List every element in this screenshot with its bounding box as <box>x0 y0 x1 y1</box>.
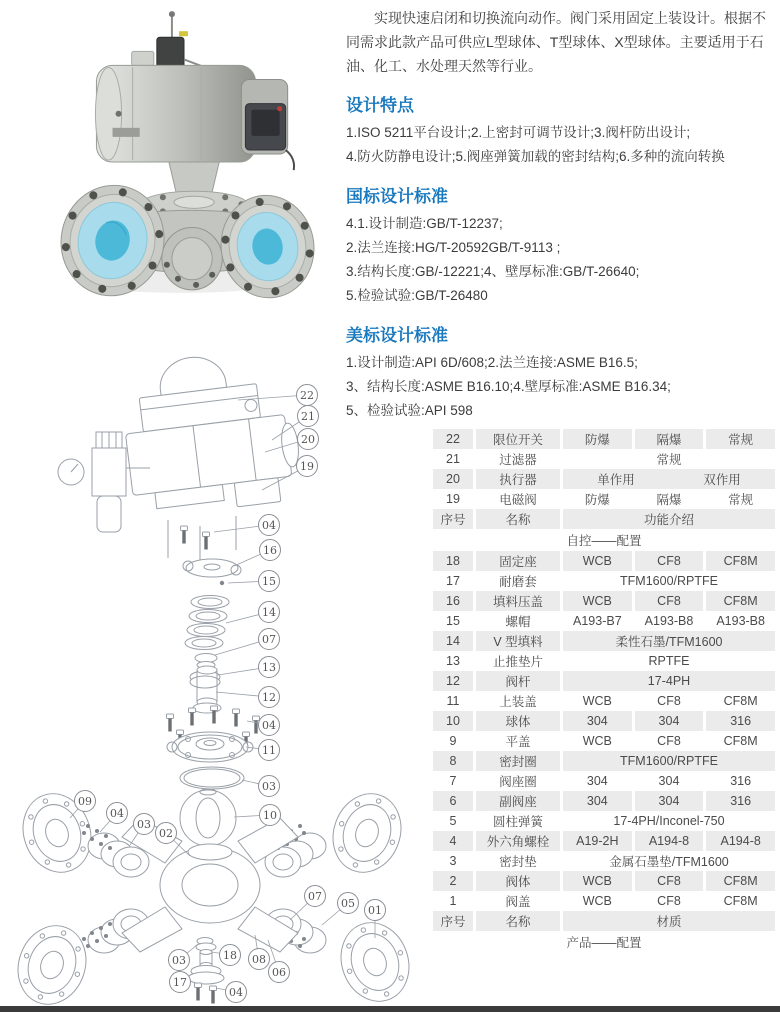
parts-table-row: 20 执行器 单作用 双作用 <box>433 469 775 489</box>
parts-table-row: 22 限位开关 防爆 隔爆 常规 <box>433 429 775 449</box>
parts-table-row: 15 螺帽 A193-B7 A193-B8 A193-B8 <box>446 614 765 629</box>
parts-table-row: 21 过滤器 常规 <box>446 452 682 467</box>
svg-text:08: 08 <box>252 952 266 966</box>
section-design-features <box>346 91 776 169</box>
svg-text:05: 05 <box>341 896 355 910</box>
svg-text:18: 18 <box>223 948 237 962</box>
svg-text:21: 21 <box>301 409 315 423</box>
product-photo <box>28 6 340 302</box>
parts-table-caption: 自控——配置 <box>433 529 775 551</box>
parts-table-row: 14 V 型填料 柔性石墨/TFM1600 <box>433 631 775 651</box>
valve-photo-illustration <box>28 6 340 302</box>
parts-table-header: 序号 名称 功能介绍 <box>433 509 775 529</box>
parts-table-row: 17 耐磨套 TFM1600/RPTFE <box>446 574 718 589</box>
parts-config-table <box>430 429 778 953</box>
parts-table-row: 16 填料压盖 WCB CF8 CF8M <box>433 591 775 611</box>
section-title: 美标设计标准 <box>346 326 448 345</box>
intro-paragraph: 实现快速启闭和切换流向动作。阀门采用固定上装设计。根据不同需求此款产品可供应L型球体、T型球体、X型球体。主要适用于石油、化工、水处理天然等行业。 <box>346 10 766 74</box>
svg-text:03: 03 <box>262 779 276 793</box>
callout-12 <box>216 687 280 708</box>
svg-text:11: 11 <box>262 743 276 757</box>
svg-text:07: 07 <box>262 632 276 646</box>
parts-table-row: 13 止推垫片 RPTFE <box>446 654 690 669</box>
parts-table-row: 5 圆柱弹簧 17-4PH/Inconel-750 <box>449 814 725 829</box>
parts-table <box>430 429 778 953</box>
callout-03 <box>242 776 280 797</box>
parts-table-row: 2 阀体 WCB CF8 CF8M <box>433 871 775 891</box>
section-line: 4.防火防静电设计;5.阀座弹簧加载的密封结构;6.多种的流向转换 <box>346 149 725 164</box>
parts-table-row: 12 阀杆 17-4PH <box>433 671 775 691</box>
svg-text:03: 03 <box>172 953 186 967</box>
parts-table-row: 11 上装盖 WCB CF8 CF8M <box>446 694 758 709</box>
callout-13 <box>218 657 280 678</box>
svg-text:04: 04 <box>262 518 276 532</box>
svg-text:19: 19 <box>300 459 314 473</box>
stem-parts-drawing <box>167 526 260 846</box>
parts-table-row: 6 副阀座 304 304 316 <box>433 791 775 811</box>
svg-text:04: 04 <box>229 985 243 999</box>
callout-04 <box>247 715 280 736</box>
callout-04 <box>216 982 247 1003</box>
auto-control-section <box>433 429 775 551</box>
svg-text:22: 22 <box>300 388 314 402</box>
svg-text:06: 06 <box>272 965 286 979</box>
svg-text:04: 04 <box>262 718 276 732</box>
svg-text:17: 17 <box>173 975 187 989</box>
callout-05 <box>322 893 359 926</box>
svg-text:16: 16 <box>263 543 277 557</box>
parts-table-row: 1 阀盖 WCB CF8 CF8M <box>449 894 758 909</box>
svg-text:12: 12 <box>262 690 276 704</box>
section-line: 1.设计制造:API 6D/608;2.法兰连接:ASME B16.5; <box>346 355 638 370</box>
section-line: 1.ISO 5211平台设计;2.上密封可调节设计;3.阀杆防出设计; <box>346 125 691 140</box>
parts-table-caption: 产品——配置 <box>433 931 775 953</box>
callout-17 <box>170 972 193 993</box>
svg-text:01: 01 <box>368 903 382 917</box>
exploded-diagram <box>0 340 420 1012</box>
parts-table-row: 9 平盖 WCB CF8 CF8M <box>449 734 758 749</box>
callout-16 <box>234 540 281 567</box>
parts-table-row: 8 密封圈 TFM1600/RPTFE <box>433 751 775 771</box>
svg-text:03: 03 <box>137 817 151 831</box>
actuator-accessories <box>132 11 205 71</box>
valve-bonnet <box>141 162 248 217</box>
center-flange <box>162 227 222 289</box>
section-line: 4.1.设计制造:GB/T-12237; <box>346 216 503 231</box>
svg-text:14: 14 <box>262 605 276 619</box>
callout-04 <box>100 803 128 833</box>
callout-14 <box>226 602 280 624</box>
callout-07 <box>290 886 326 921</box>
callout-10 <box>234 805 281 826</box>
section-line: 2.法兰连接:HG/T-20592GB/T-9113 ; <box>346 240 561 255</box>
parts-table-header: 序号 名称 材质 <box>433 911 775 931</box>
bottom-bar <box>0 1006 780 1012</box>
svg-text:04: 04 <box>110 806 124 820</box>
section-line: 3.结构长度:GB/-12221;4、壁厚标准:GB/T-26640; <box>346 264 640 279</box>
section-line: 5、检验试验:API 598 <box>346 403 473 418</box>
section-gb-standards <box>346 182 776 308</box>
svg-text:07: 07 <box>308 889 322 903</box>
parts-table-row: 4 外六角螺栓 A19-2H A194-8 A194-8 <box>433 831 775 851</box>
parts-table-row: 18 固定座 WCB CF8 CF8M <box>433 551 775 571</box>
section-line: 5.检验试验:GB/T-26480 <box>346 288 488 303</box>
callout-07 <box>215 629 280 656</box>
parts-table-row: 7 阀座圈 304 304 316 <box>449 774 752 789</box>
callout-03 <box>169 944 199 971</box>
parts-table-row: 19 电磁阀 防爆 隔爆 常规 <box>446 492 754 507</box>
svg-text:15: 15 <box>262 574 276 588</box>
actuator-body <box>95 65 294 170</box>
section-title: 设计特点 <box>346 96 414 115</box>
svg-text:02: 02 <box>159 826 173 840</box>
product-section <box>433 551 775 953</box>
svg-text:09: 09 <box>78 794 92 808</box>
parts-table-row: 10 球体 304 304 316 <box>433 711 775 731</box>
svg-text:13: 13 <box>262 660 276 674</box>
section-line: 3、结构长度:ASME B16.10;4.壁厚标准:ASME B16.34; <box>346 379 671 394</box>
callout-15 <box>228 571 280 592</box>
svg-text:10: 10 <box>263 808 277 822</box>
svg-text:20: 20 <box>301 432 315 446</box>
parts-table-row: 3 密封垫 金属石墨垫/TFM1600 <box>449 854 729 869</box>
section-title: 国标设计标准 <box>346 187 448 206</box>
callout-04 <box>214 515 280 536</box>
